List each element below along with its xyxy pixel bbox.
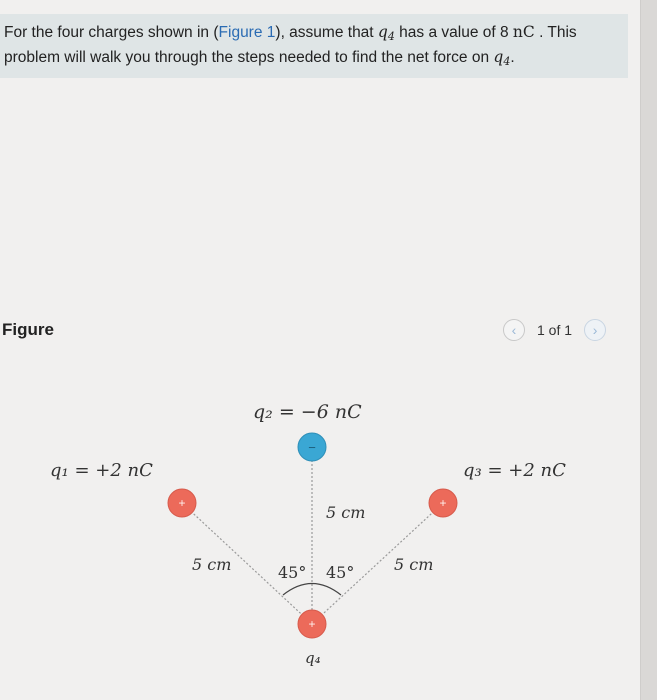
angle-left-label: 45° — [278, 563, 307, 582]
distance-left-label: 5 cm — [192, 555, 232, 574]
figure-pager — [503, 319, 606, 341]
problem-statement: For the four charges shown in (Figure 1), assume that $q_4$ has a value of 8 nC . This problem will walk you through the steps needed to find the net force on $q_4$. — [0, 14, 628, 78]
q4-label: q₄ — [305, 649, 321, 667]
next-figure-button[interactable] — [584, 319, 606, 341]
q3-label: q₃ = +2 nC — [463, 460, 566, 481]
q3-sign: + — [439, 496, 447, 510]
chevron-left-icon: ‹ — [511, 322, 517, 338]
q4-sign: + — [308, 617, 316, 631]
distance-right-label: 5 cm — [394, 555, 434, 574]
figure-link[interactable]: Figure 1 — [218, 24, 276, 41]
charges-diagram — [0, 360, 640, 700]
figure-heading: Figure — [2, 320, 54, 339]
chevron-right-icon: › — [592, 322, 598, 338]
distance-center-label: 5 cm — [326, 503, 366, 522]
q2-sign: − — [308, 440, 316, 455]
angle-right-label: 45° — [326, 563, 355, 582]
q1-sign: + — [178, 496, 186, 510]
q1-label: q₁ = +2 nC — [50, 460, 153, 481]
prev-figure-button[interactable] — [503, 319, 525, 341]
scrollbar[interactable] — [640, 0, 657, 700]
pager-text: 1 of 1 — [537, 322, 573, 338]
q2-label: q₂ = −6 nC — [253, 401, 362, 423]
